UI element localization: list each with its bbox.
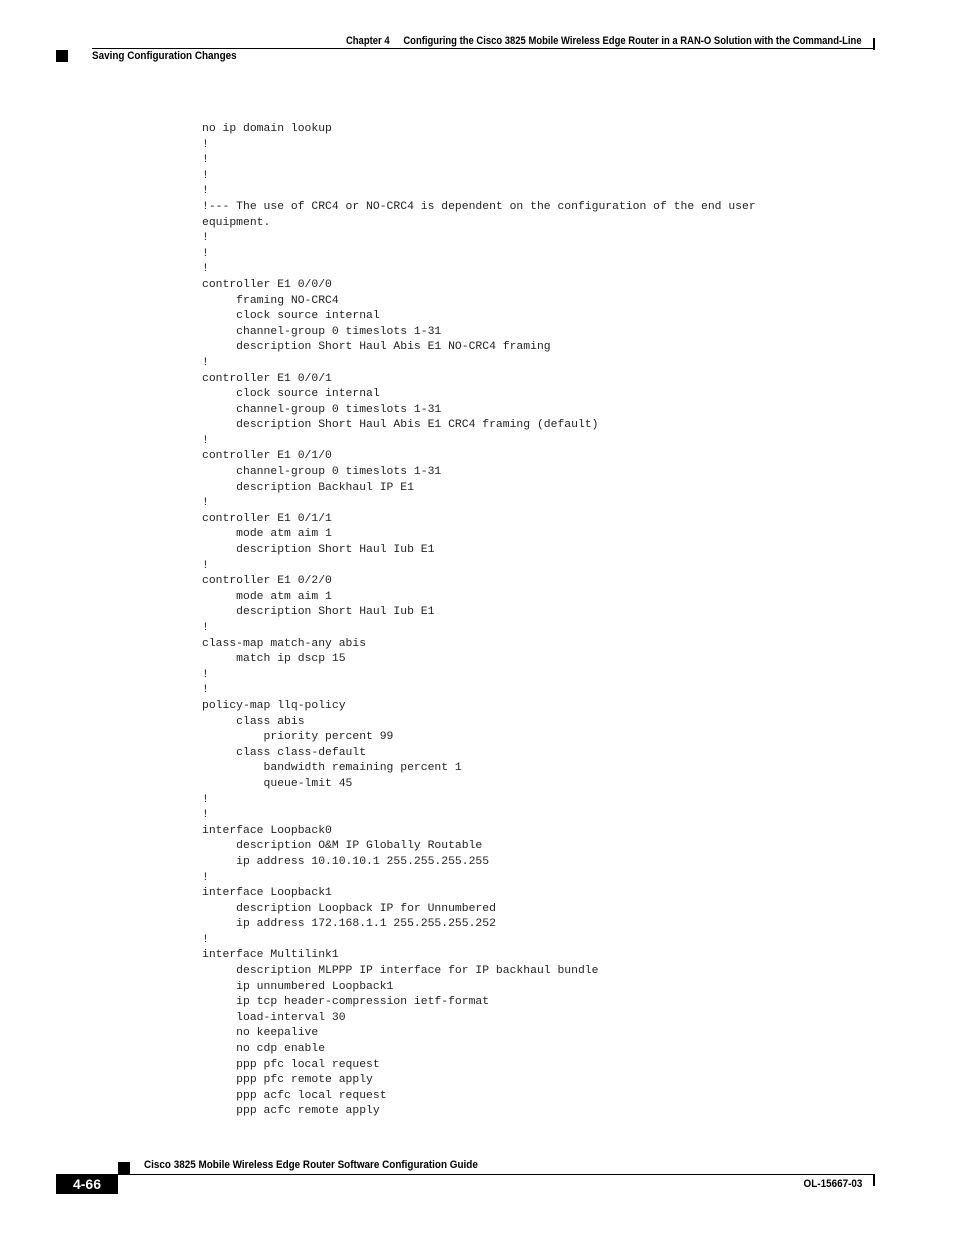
code-line: ! [202,185,209,198]
chapter-number: Chapter 4 [346,35,390,47]
code-line: equipment. [202,216,271,229]
code-line: interface Loopback0 [202,824,332,837]
code-line: mode atm aim 1 [202,590,332,603]
code-line: description Backhaul IP E1 [202,481,414,494]
code-line: ! [202,356,209,369]
code-line: ip address 172.168.1.1 255.255.255.252 [202,918,496,931]
code-line: ip unnumbered Loopback1 [202,980,394,993]
code-line: priority percent 99 [202,731,394,744]
guide-title: Cisco 3825 Mobile Wireless Edge Router Software Configuration Guide [144,1159,478,1171]
code-line: channel-group 0 timeslots 1-31 [202,325,442,338]
code-line: ! [202,169,209,182]
code-line: ! [202,232,209,245]
code-line: channel-group 0 timeslots 1-31 [202,403,442,416]
code-line: ! [202,668,209,681]
code-line: queue-lmit 45 [202,777,353,790]
code-line: ! [202,559,209,572]
chapter-title: Configuring the Cisco 3825 Mobile Wireless Edge Router in a RAN-O Solution with the Command-Line [403,35,862,47]
code-line: ppp pfc remote apply [202,1074,373,1087]
code-line: ! [202,263,209,276]
code-line: ! [202,138,209,151]
code-line: ! [202,933,209,946]
code-line: ppp acfc local request [202,1089,387,1102]
code-line: clock source internal [202,388,380,401]
code-line: mode atm aim 1 [202,528,332,541]
code-line: !--- The use of CRC4 or NO-CRC4 is dependent on the configuration of the end user [202,200,756,213]
page-number: 4-66 [56,1175,118,1194]
section-title: Saving Configuration Changes [92,50,237,62]
code-line: ! [202,684,209,697]
code-line: description Loopback IP for Unnumbered [202,902,496,915]
code-line: ! [202,809,209,822]
code-line: ! [202,793,209,806]
code-line: no keepalive [202,1027,319,1040]
config-code-block [202,122,756,1120]
code-line: ppp acfc remote apply [202,1105,380,1118]
code-line: ip address 10.10.10.1 255.255.255.255 [202,855,490,868]
code-line: class-map match-any abis [202,637,367,650]
document-number: OL-15667-03 [803,1178,862,1190]
header-rule [92,48,874,49]
code-line: ! [202,154,209,167]
code-line: ! [202,622,209,634]
code-line: controller E1 0/2/0 [202,575,332,588]
footer-square-marker [118,1162,130,1174]
code-line: match ip dscp 15 [202,653,346,666]
code-line: controller E1 0/1/0 [202,450,332,463]
code-line: bandwidth remaining percent 1 [202,762,462,775]
code-line: no cdp enable [202,1043,326,1056]
code-line: framing NO-CRC4 [202,294,339,307]
code-line: controller E1 0/0/1 [202,372,332,385]
code-line: no ip domain lookup [202,123,332,135]
code-line: ppp pfc local request [202,1058,380,1071]
code-line: policy-map llq-policy [202,699,346,712]
code-line: clock source internal [202,310,380,323]
code-line: description Short Haul Abis E1 CRC4 framing (default) [202,419,599,432]
code-line: ! [202,497,209,510]
running-header-chapter [346,35,862,48]
code-line: description Short Haul Iub E1 [202,544,435,557]
code-line: ! [202,247,209,260]
code-line: class abis [202,715,305,728]
code-line: interface Multilink1 [202,949,339,962]
code-line: controller E1 0/0/0 [202,278,332,291]
code-line: ip tcp header-compression ietf-format [202,996,490,1009]
code-line: ! [202,434,209,447]
code-line: controller E1 0/1/1 [202,512,332,525]
code-line: channel-group 0 timeslots 1-31 [202,466,442,479]
code-line: load-interval 30 [202,1011,346,1024]
code-line: description MLPPP IP interface for IP backhaul bundle [202,965,599,978]
code-line: description O&M IP Globally Routable [202,840,483,853]
code-line: ! [202,871,209,884]
footer-tick-mark [873,1174,875,1186]
code-line: description Short Haul Iub E1 [202,606,435,619]
code-line: class class-default [202,746,367,759]
code-line: description Short Haul Abis E1 NO-CRC4 framing [202,341,551,354]
code-line: interface Loopback1 [202,887,332,900]
footer-rule [56,1174,874,1175]
header-square-marker [56,50,68,62]
